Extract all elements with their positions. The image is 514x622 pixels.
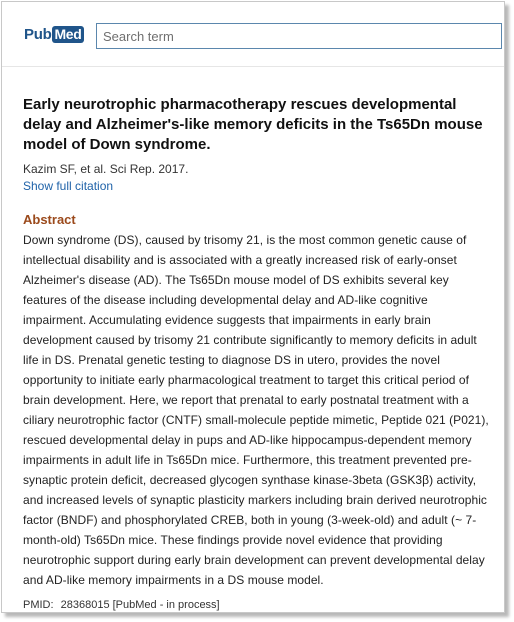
pubmed-logo[interactable] bbox=[24, 26, 84, 43]
pmid-label: PMID: bbox=[23, 599, 54, 611]
abstract-text: Down syndrome (DS), caused by trisomy 21, is the most common genetic cause of intellectual disability and is associated with a greatly increased risk of early-onset Alzheimer's disease (AD). The Ts65Dn mouse model of DS exhibits several key features of the disease including developmental delay and AD-like cognitive impairment. Accumulating evidence suggests that impairments in early brain development caused by trisomy 21 contribute significantly to memory deficits in adult life in DS. Prenatal genetic testing to diagnose DS in utero, provides the novel opportunity to initiate early pharmacological treatment to target this critical period of brain development. Here, we report that prenatal to early postnatal treatment with a ciliary neurotrophic factor (CNTF) small-molecule peptide mimetic, Peptide 021 (P021), rescued developmental delay in pups and AD-like hippocampus-dependent memory impairments in adult life in Ts65Dn mice. Furthermore, this treatment prevented pre-synaptic protein deficit, decreased glycogen synthase kinase-3beta (GSK3β) activity, and increased levels of synaptic plasticity markers including brain derived neurotrophic factor (BNDF) and phosphorylated CREB, both in young (3-week-old) and adult (~ 7-month-old) Ts65Dn mice. These findings provide novel evidence that providing neurotrophic support during early brain development can prevent developmental delay and AD-like memory impairments in a DS mouse model. bbox=[23, 233, 489, 587]
logo-pub-text: Pub bbox=[24, 26, 52, 43]
pmid-value: 28368015 [PubMed - in process] bbox=[60, 599, 220, 611]
pmid-line bbox=[23, 598, 493, 612]
abstract-heading: Abstract bbox=[23, 212, 76, 227]
page-frame bbox=[1, 1, 505, 613]
logo-med-text: Med bbox=[54, 26, 82, 42]
header bbox=[2, 2, 504, 67]
search-input[interactable] bbox=[96, 23, 502, 49]
article-content bbox=[23, 95, 493, 612]
article-title: Early neurotrophic pharmacotherapy rescues developmental delay and Alzheimer's-like memory deficits in the Ts65Dn mouse model of Down syndrome. bbox=[23, 96, 483, 153]
article-authors: Kazim SF, et al. Sci Rep. 2017. bbox=[23, 162, 189, 176]
show-full-citation-link[interactable]: Show full citation bbox=[23, 179, 114, 193]
